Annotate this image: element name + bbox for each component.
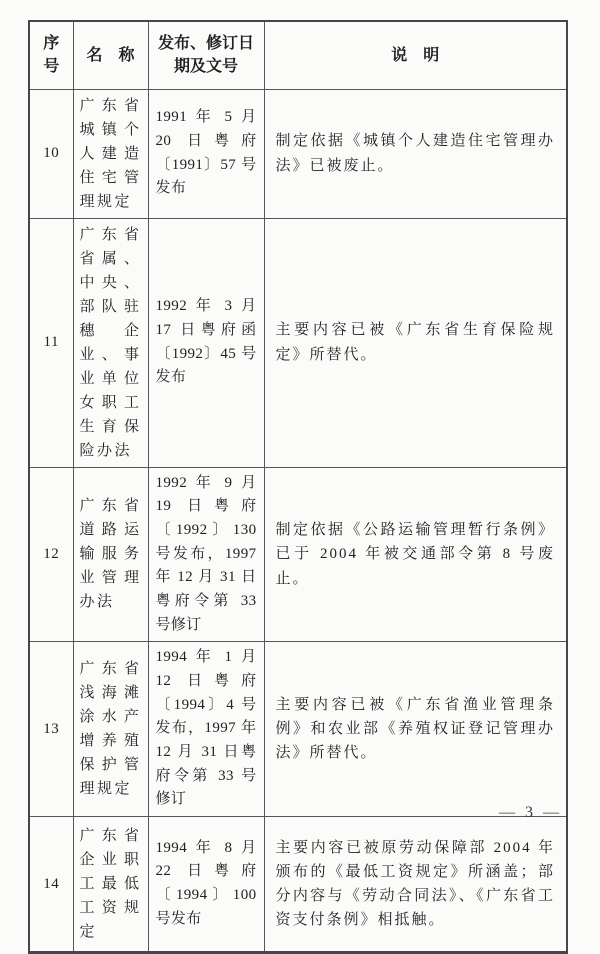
cell-date: 1994 年 8 月 22 日粤府〔1994〕100 号发布 bbox=[148, 817, 264, 953]
cell-name: 广东省道路运输服务业管理办法 bbox=[73, 467, 148, 642]
table-row bbox=[29, 467, 567, 642]
cell-date: 1992 年 3 月 17 日粤府函〔1992〕45 号发布 bbox=[148, 218, 264, 467]
cell-explanation: 制定依据《公路运输管理暂行条例》已于 2004 年被交通部令第 8 号废止。 bbox=[264, 467, 567, 642]
cell-date: 1992 年 9 月 19 日粤府〔1992〕130 号发布，1997 年 12 月 31 日粤府令第 33 号修订 bbox=[148, 467, 264, 642]
cell-serial-number: 12 bbox=[29, 467, 73, 642]
cell-name: 广东省省属、中央、部队驻穗企业、事业单位女职工生育保险办法 bbox=[73, 218, 148, 467]
cell-name: 广东省城镇个人建造住宅管理规定 bbox=[73, 89, 148, 218]
cell-serial-number: 14 bbox=[29, 817, 73, 953]
cell-explanation: 主要内容已被《广东省生育保险规定》所替代。 bbox=[264, 218, 567, 467]
cell-serial-number: 13 bbox=[29, 642, 73, 817]
cell-explanation: 制定依据《城镇个人建造住宅管理办法》已被废止。 bbox=[264, 89, 567, 218]
table-row bbox=[29, 642, 567, 817]
col-header-serial-number: 序 号 bbox=[29, 21, 73, 89]
cell-serial-number: 10 bbox=[29, 89, 73, 218]
cell-name: 广东省浅海滩涂水产增养殖保护管理规定 bbox=[73, 642, 148, 817]
table-row bbox=[29, 89, 567, 218]
table-header-row bbox=[29, 21, 567, 89]
regulations-table bbox=[28, 20, 568, 954]
col-header-explanation: 说 明 bbox=[264, 21, 567, 89]
table-row bbox=[29, 817, 567, 953]
cell-explanation: 主要内容已被《广东省渔业管理条例》和农业部《养殖权证登记管理办法》所替代。 bbox=[264, 642, 567, 817]
page-number: — 3 — bbox=[499, 804, 562, 821]
cell-date: 1994 年 1 月 12 日粤府〔1994〕4 号发布，1997 年 12 月 31 日粤府令第 33 号修订 bbox=[148, 642, 264, 817]
cell-explanation: 主要内容已被原劳动保障部 2004 年颁布的《最低工资规定》所涵盖；部分内容与《劳动合同法》、《广东省工资支付条例》相抵触。 bbox=[264, 817, 567, 953]
cell-name: 广东省企业职工最低工资规定 bbox=[73, 817, 148, 953]
cell-serial-number: 11 bbox=[29, 218, 73, 467]
col-header-date-docnumber: 发布、修订日期及文号 bbox=[148, 21, 264, 89]
col-header-name: 名 称 bbox=[73, 21, 148, 89]
table-row bbox=[29, 218, 567, 467]
cell-date: 1991 年 5 月 20 日粤府〔1991〕57 号发布 bbox=[148, 89, 264, 218]
